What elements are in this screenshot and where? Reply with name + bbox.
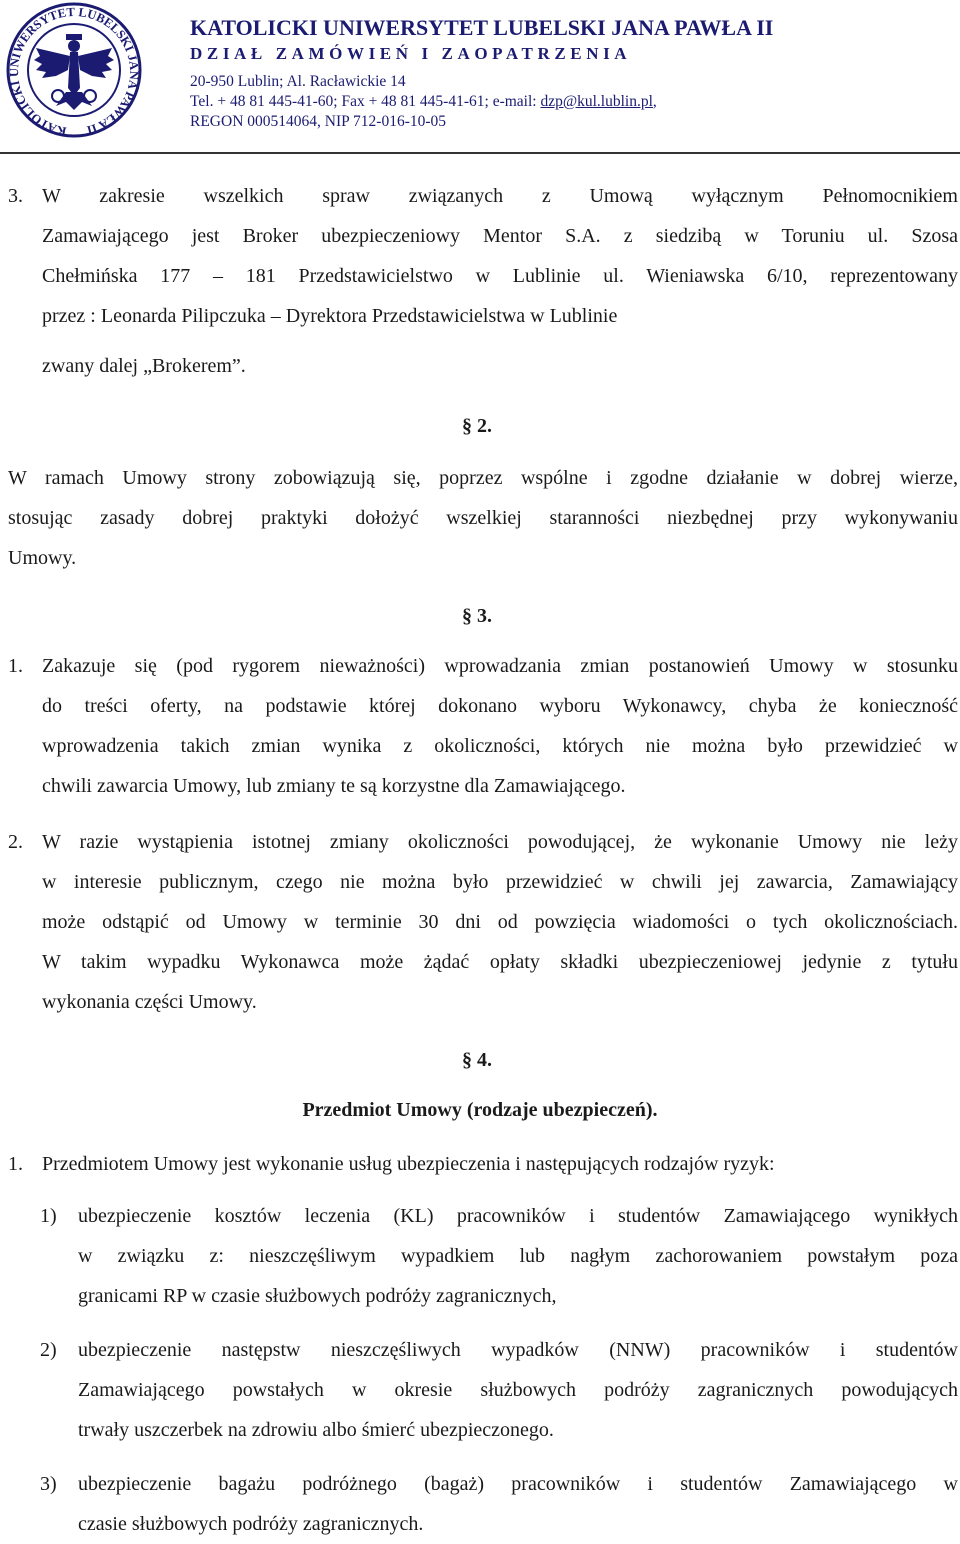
subitem-3-number: 3): [40, 1473, 57, 1495]
section-3-item-2-line: może odstąpić od Umowy w terminie 30 dni od powzięcia wiadomości o tych okolicznościach.: [42, 911, 958, 933]
university-name: KATOLICKI UNIWERSYTET LUBELSKI JANA PAWŁA II: [190, 15, 774, 40]
subitem-2-line: Zamawiającego powstałych w okresie służbowych podróży zagranicznych powodujących: [78, 1379, 958, 1401]
regon-nip: REGON 000514064, NIP 712-016-10-05: [190, 113, 447, 130]
broker-line: Zamawiającego jest Broker ubezpieczeniowy Mentor S.A. z siedzibą w Toruniu ul. Szosa: [42, 225, 958, 247]
contact-phone-fax: Tel. + 48 81 445-41-60; Fax + 48 81 445-41-61; e-mail:: [190, 93, 541, 110]
section-3-item-2-line: W takim wypadku Wykonawca może żądać opłaty składki ubezpieczeniowej jedynie z tytułu: [42, 951, 958, 973]
broker-line: zwany dalej „Brokerem”.: [42, 355, 246, 377]
subitem-1-line: w związku z: nieszczęśliwym wypadkiem lub nagłym zachorowaniem powstałym poza: [78, 1245, 958, 1267]
subitem-1-line: granicami RP w czasie służbowych podróży zagranicznych,: [78, 1285, 557, 1307]
department-name: DZIAŁ ZAMÓWIEŃ I ZAOPATRZENIA: [190, 44, 632, 63]
section-3-item-2: [42, 822, 958, 1022]
section-2-line: Umowy.: [8, 547, 77, 569]
broker-line: Chełmińska 177 – 181 Przedstawicielstwo w Lublinie ul. Wieniawska 6/10, reprezentowany: [42, 265, 958, 287]
contact-line: [190, 92, 950, 112]
section-3-item-1-line: wprowadzenia takich zmian wynika z okoliczności, których nie można było przewidzieć w: [42, 735, 958, 757]
section-3-item-1: [42, 646, 958, 806]
contact-suffix: ,: [652, 93, 657, 110]
broker-line: W zakresie wszelkich spraw związanych z Umową wyłącznym Pełnomocnikiem: [42, 185, 958, 207]
subitem-2: [78, 1330, 958, 1450]
section-2-line: stosując zasady dobrej praktyki dołożyć wszelkiej staranności niezbędnej przy wykonywaniu: [8, 507, 958, 529]
section-4-item-1: Przedmiotem Umowy jest wykonanie usług ubezpieczenia i następujących rodzajów ryzyk:: [42, 1153, 775, 1175]
section-4-label: § 4.: [462, 1049, 492, 1071]
section-3-item-1-line: do treści oferty, na podstawie której dokonano wyboru Wykonawcy, chyba że konieczność: [42, 695, 958, 717]
section-4-title: Przedmiot Umowy (rodzaje ubezpieczeń).: [302, 1099, 658, 1121]
subitem-3-line: czasie służbowych podróży zagranicznych.: [78, 1513, 424, 1535]
subitem-1-line: ubezpieczenie kosztów leczenia (KL) pracowników i studentów Zamawiającego wynikłych: [78, 1205, 958, 1227]
broker-paragraph: [42, 176, 958, 386]
subitem-2-line: trwały uszczerbek na zdrowiu albo śmierć ubezpieczonego.: [78, 1419, 554, 1441]
section-3-item-1-line: chwili zawarcia Umowy, lub zmiany te są korzystne dla Zamawiającego.: [42, 775, 626, 797]
seal-ring-text: KATOLICKI UNIWERSYTET LUBELSKI JANA PAWŁA II: [7, 4, 142, 139]
section-2-line: W ramach Umowy strony zobowiązują się, poprzez wspólne i zgodne działanie w dobrej wierze,: [8, 467, 958, 489]
university-seal-logo: [0, 0, 148, 140]
section-3-item-2-line: w interesie publicznym, czego nie można było przewidzieć w chwili jej zawarcia, Zamawiający: [42, 871, 958, 893]
section-2-label: § 2.: [462, 415, 492, 437]
letterhead: [0, 0, 960, 152]
broker-line: przez : Leonarda Pilipczuka – Dyrektora Przedstawicielstwa w Lublinie: [42, 305, 618, 327]
section-3-item-2-line: W razie wystąpienia istotnej zmiany okoliczności powodującej, że wykonanie Umowy nie leży: [42, 831, 958, 853]
subitem-2-line: ubezpieczenie następstw nieszczęśliwych wypadków (NNW) pracowników i studentów: [78, 1339, 958, 1361]
header-divider: [0, 152, 960, 154]
section-4-item-1-number: 1.: [8, 1153, 23, 1175]
email-link[interactable]: dzp@kul.lublin.pl: [540, 93, 653, 110]
address: 20-950 Lublin; Al. Racławickie 14: [190, 73, 406, 90]
section-2-paragraph: [8, 458, 958, 578]
subitem-1-number: 1): [40, 1205, 57, 1227]
section-3-item-1-line: Zakazuje się (pod rygorem nieważności) wprowadzania zmian postanowień Umowy w stosunku: [42, 655, 958, 677]
section-3-item-2-line: wykonania części Umowy.: [42, 991, 257, 1013]
subitem-2-number: 2): [40, 1339, 57, 1361]
subitem-3-line: ubezpieczenie bagażu podróżnego (bagaż) pracowników i studentów Zamawiającego w: [78, 1473, 958, 1495]
section-3-item-2-number: 2.: [8, 831, 23, 853]
section-3-item-1-number: 1.: [8, 655, 23, 677]
section-3-label: § 3.: [462, 605, 492, 627]
broker-paragraph-number: 3.: [8, 185, 23, 207]
subitem-1: [78, 1196, 958, 1316]
subitem-3: [78, 1464, 958, 1544]
